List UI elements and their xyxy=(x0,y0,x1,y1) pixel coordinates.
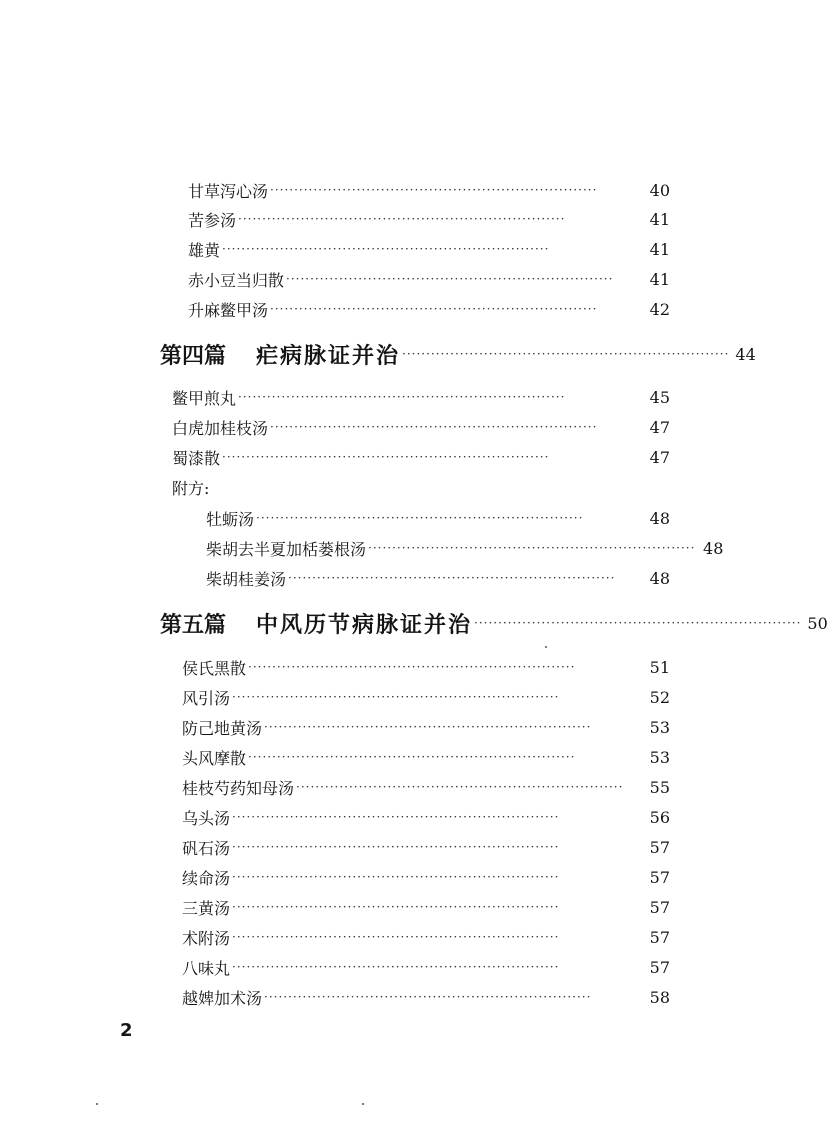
dot-leader: ···································································· xyxy=(270,302,598,316)
toc-entry-page: 52 xyxy=(649,687,670,707)
chapter-page: 44 xyxy=(735,344,756,364)
dot-leader: ···································································· xyxy=(264,990,592,1004)
toc-entry-page: 57 xyxy=(649,867,670,887)
toc-entry xyxy=(188,204,670,234)
toc-entry xyxy=(182,742,670,772)
dot-leader: ···································································· xyxy=(222,242,550,256)
toc-entry-page: 53 xyxy=(649,717,670,737)
toc-entry xyxy=(182,982,670,1012)
toc-entry-page: 40 xyxy=(649,180,670,200)
toc-entry-label: 白虎加桂枝汤 xyxy=(172,418,269,438)
dot-leader: ···································································· xyxy=(238,212,566,226)
dot-leader: ···································································· xyxy=(296,780,624,794)
toc-entry-page: 41 xyxy=(649,239,670,259)
toc-entry-page: 45 xyxy=(649,387,670,407)
chapter-heading xyxy=(160,334,756,374)
scan-speck xyxy=(362,1103,364,1105)
toc-entry xyxy=(172,412,670,442)
toc-entry xyxy=(206,533,724,563)
toc-entry-label: 三黄汤 xyxy=(182,898,231,918)
dot-leader: ···································································· xyxy=(232,690,560,704)
dot-leader: ···································································· xyxy=(232,810,560,824)
toc-entry-label: 风引汤 xyxy=(182,688,231,708)
toc-entry-label: 防己地黄汤 xyxy=(182,718,263,738)
toc-entry-label: 赤小豆当归散 xyxy=(188,270,285,290)
toc-entry-page: 56 xyxy=(649,807,670,827)
dot-leader: ···································································· xyxy=(232,840,560,854)
dot-leader: ···································································· xyxy=(264,720,592,734)
dot-leader: ···································································· xyxy=(248,750,576,764)
toc-entry-label: 矾石汤 xyxy=(182,838,231,858)
toc-entry xyxy=(188,294,670,324)
scan-speck xyxy=(96,1103,98,1105)
toc-entry-label: 术附汤 xyxy=(182,928,231,948)
dot-leader: ···································································· xyxy=(474,616,802,630)
toc-entry-page: 41 xyxy=(649,209,670,229)
dot-leader: ···································································· xyxy=(232,960,560,974)
dot-leader: ···································································· xyxy=(402,347,730,361)
toc-entry-page: 53 xyxy=(649,747,670,767)
dot-leader: ···································································· xyxy=(286,272,614,286)
toc-entry xyxy=(188,234,670,264)
toc-entry-label: 苦参汤 xyxy=(188,210,237,230)
toc-entry-page: 57 xyxy=(649,897,670,917)
dot-leader: ···································································· xyxy=(232,900,560,914)
toc-entry xyxy=(182,772,670,802)
toc-entry xyxy=(182,922,670,952)
dot-leader: ···································································· xyxy=(238,390,566,404)
toc-entry-label: 侯氏黑散 xyxy=(182,658,247,678)
toc-entry-page: 51 xyxy=(649,657,670,677)
toc-entry-label: 牡蛎汤 xyxy=(206,509,255,529)
appendix-label: 附方: xyxy=(172,478,210,498)
toc-entry-label: 柴胡去半夏加栝蒌根汤 xyxy=(206,539,367,559)
toc-entry xyxy=(188,264,670,294)
toc-entry-page: 48 xyxy=(649,508,670,528)
toc-entry-label: 续命汤 xyxy=(182,868,231,888)
scan-speck xyxy=(545,646,547,648)
chapter-title: 中风历节病脉证并治 xyxy=(256,611,473,638)
toc-entry-page: 57 xyxy=(649,927,670,947)
toc-entry-label: 乌头汤 xyxy=(182,808,231,828)
chapter-title: 疟病脉证并治 xyxy=(256,342,401,369)
toc-entry-label: 鳖甲煎丸 xyxy=(172,388,237,408)
toc-entry-label: 头风摩散 xyxy=(182,748,247,768)
dot-leader: ···································································· xyxy=(248,660,576,674)
dot-leader: ···································································· xyxy=(222,450,550,464)
toc-entry xyxy=(188,175,670,205)
toc-entry xyxy=(172,442,670,472)
dot-leader: ···································································· xyxy=(270,183,598,197)
toc-entry-label: 桂枝芍药知母汤 xyxy=(182,778,295,798)
chapter-number: 第四篇 xyxy=(160,342,227,369)
toc-entry-page: 57 xyxy=(649,837,670,857)
toc-entry-label: 柴胡桂姜汤 xyxy=(206,569,287,589)
dot-leader: ···································································· xyxy=(232,870,560,884)
page-number: 2 xyxy=(120,1020,133,1041)
toc-entry xyxy=(206,563,670,593)
toc-entry-label: 甘草泻心汤 xyxy=(188,181,269,201)
toc-entry xyxy=(182,652,670,682)
toc-entry-page: 48 xyxy=(703,538,724,558)
toc-entry-label: 蜀漆散 xyxy=(172,448,221,468)
toc-entry-label: 雄黄 xyxy=(188,240,221,260)
dot-leader: ···································································· xyxy=(368,541,696,555)
toc-entry xyxy=(182,682,670,712)
toc-entry-page: 48 xyxy=(649,568,670,588)
toc-entry xyxy=(182,712,670,742)
toc-entry xyxy=(182,952,670,982)
dot-leader: ···································································· xyxy=(256,511,584,525)
dot-leader: ···································································· xyxy=(288,571,616,585)
toc-entry xyxy=(172,382,670,412)
toc-entry xyxy=(182,862,670,892)
toc-entry-page: 41 xyxy=(649,269,670,289)
toc-entry-label: 越婢加术汤 xyxy=(182,988,263,1008)
dot-leader: ···································································· xyxy=(232,930,560,944)
toc-entry xyxy=(206,503,670,533)
toc-entry xyxy=(182,832,670,862)
toc-entry-page: 55 xyxy=(649,777,670,797)
toc-entry-page: 47 xyxy=(649,417,670,437)
toc-entry-page: 47 xyxy=(649,447,670,467)
chapter-number: 第五篇 xyxy=(160,611,227,638)
toc-entry-label: 升麻鳖甲汤 xyxy=(188,300,269,320)
toc-entry xyxy=(182,892,670,922)
dot-leader: ···································································· xyxy=(270,420,598,434)
chapter-heading xyxy=(160,603,828,643)
toc-entry-page: 42 xyxy=(649,299,670,319)
toc-entry-label: 八味丸 xyxy=(182,958,231,978)
toc-entry-page: 58 xyxy=(649,987,670,1007)
toc-entry xyxy=(182,802,670,832)
toc-entry-page: 57 xyxy=(649,957,670,977)
chapter-page: 50 xyxy=(807,613,828,633)
